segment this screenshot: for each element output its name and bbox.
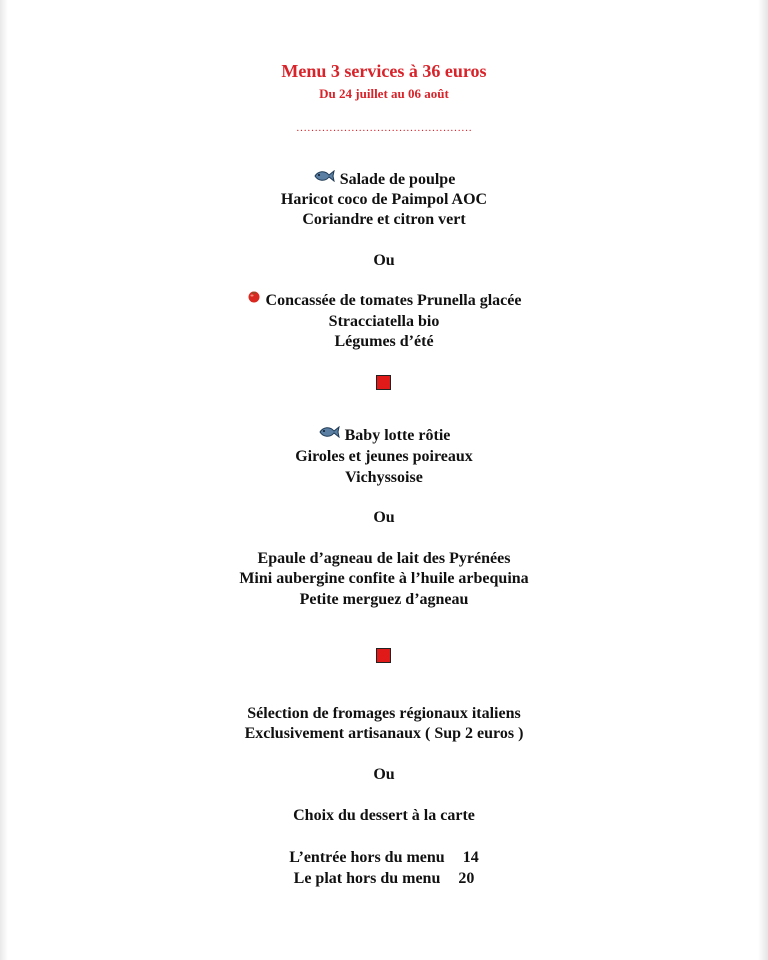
section-divider-square bbox=[376, 648, 391, 663]
entree-2-line-3: Légumes d’été bbox=[334, 333, 434, 350]
dessert-2-line-1: Choix du dessert à la carte bbox=[293, 807, 475, 824]
plat-1-line-1 bbox=[0, 426, 768, 446]
price-value-plat: 20 bbox=[458, 870, 475, 887]
fish-icon bbox=[318, 424, 340, 444]
tomato-icon bbox=[247, 289, 261, 309]
menu-title: Menu 3 services à 36 euros bbox=[281, 61, 487, 81]
plat-2-line-1: Epaule d’agneau de lait des Pyrénées bbox=[257, 550, 511, 567]
entree-1-line-2: Haricot coco de Paimpol AOC bbox=[280, 191, 488, 208]
plat-1-name: Baby lotte rôtie bbox=[344, 427, 451, 444]
entree-2-line-2: Stracciatella bio bbox=[328, 313, 440, 330]
plat-or: Ou bbox=[373, 509, 395, 526]
entree-1-name: Salade de poulpe bbox=[339, 171, 456, 188]
section-divider-square bbox=[376, 375, 391, 390]
plat-1-line-3: Vichyssoise bbox=[345, 469, 423, 486]
price-label-plat: Le plat hors du menu bbox=[293, 870, 441, 887]
price-value-entree: 14 bbox=[462, 849, 479, 866]
dessert-or: Ou bbox=[373, 766, 395, 783]
plat-1-line-2: Giroles et jeunes poireaux bbox=[295, 448, 473, 465]
entree-1-line-1 bbox=[0, 170, 768, 190]
fish-icon bbox=[313, 168, 335, 188]
price-row-entree bbox=[0, 848, 768, 868]
entree-or: Ou bbox=[373, 252, 395, 269]
price-row-plat bbox=[0, 869, 768, 889]
dessert-1-line-1: Sélection de fromages régionaux italiens bbox=[247, 705, 521, 722]
entree-2-line-1 bbox=[0, 291, 768, 311]
dessert-1-line-2: Exclusivement artisanaux ( Sup 2 euros ) bbox=[244, 725, 524, 742]
entree-1-line-3: Coriandre et citron vert bbox=[302, 211, 466, 228]
plat-2-line-2: Mini aubergine confite à l’huile arbequina bbox=[239, 570, 529, 587]
header-separator: ………………………………………… bbox=[296, 122, 472, 134]
entree-2-name: Concassée de tomates Prunella glacée bbox=[265, 292, 522, 309]
menu-dates: Du 24 juillet au 06 août bbox=[319, 86, 449, 101]
price-label-entree: L’entrée hors du menu bbox=[289, 849, 445, 866]
plat-2-line-3: Petite merguez d’agneau bbox=[299, 591, 469, 608]
